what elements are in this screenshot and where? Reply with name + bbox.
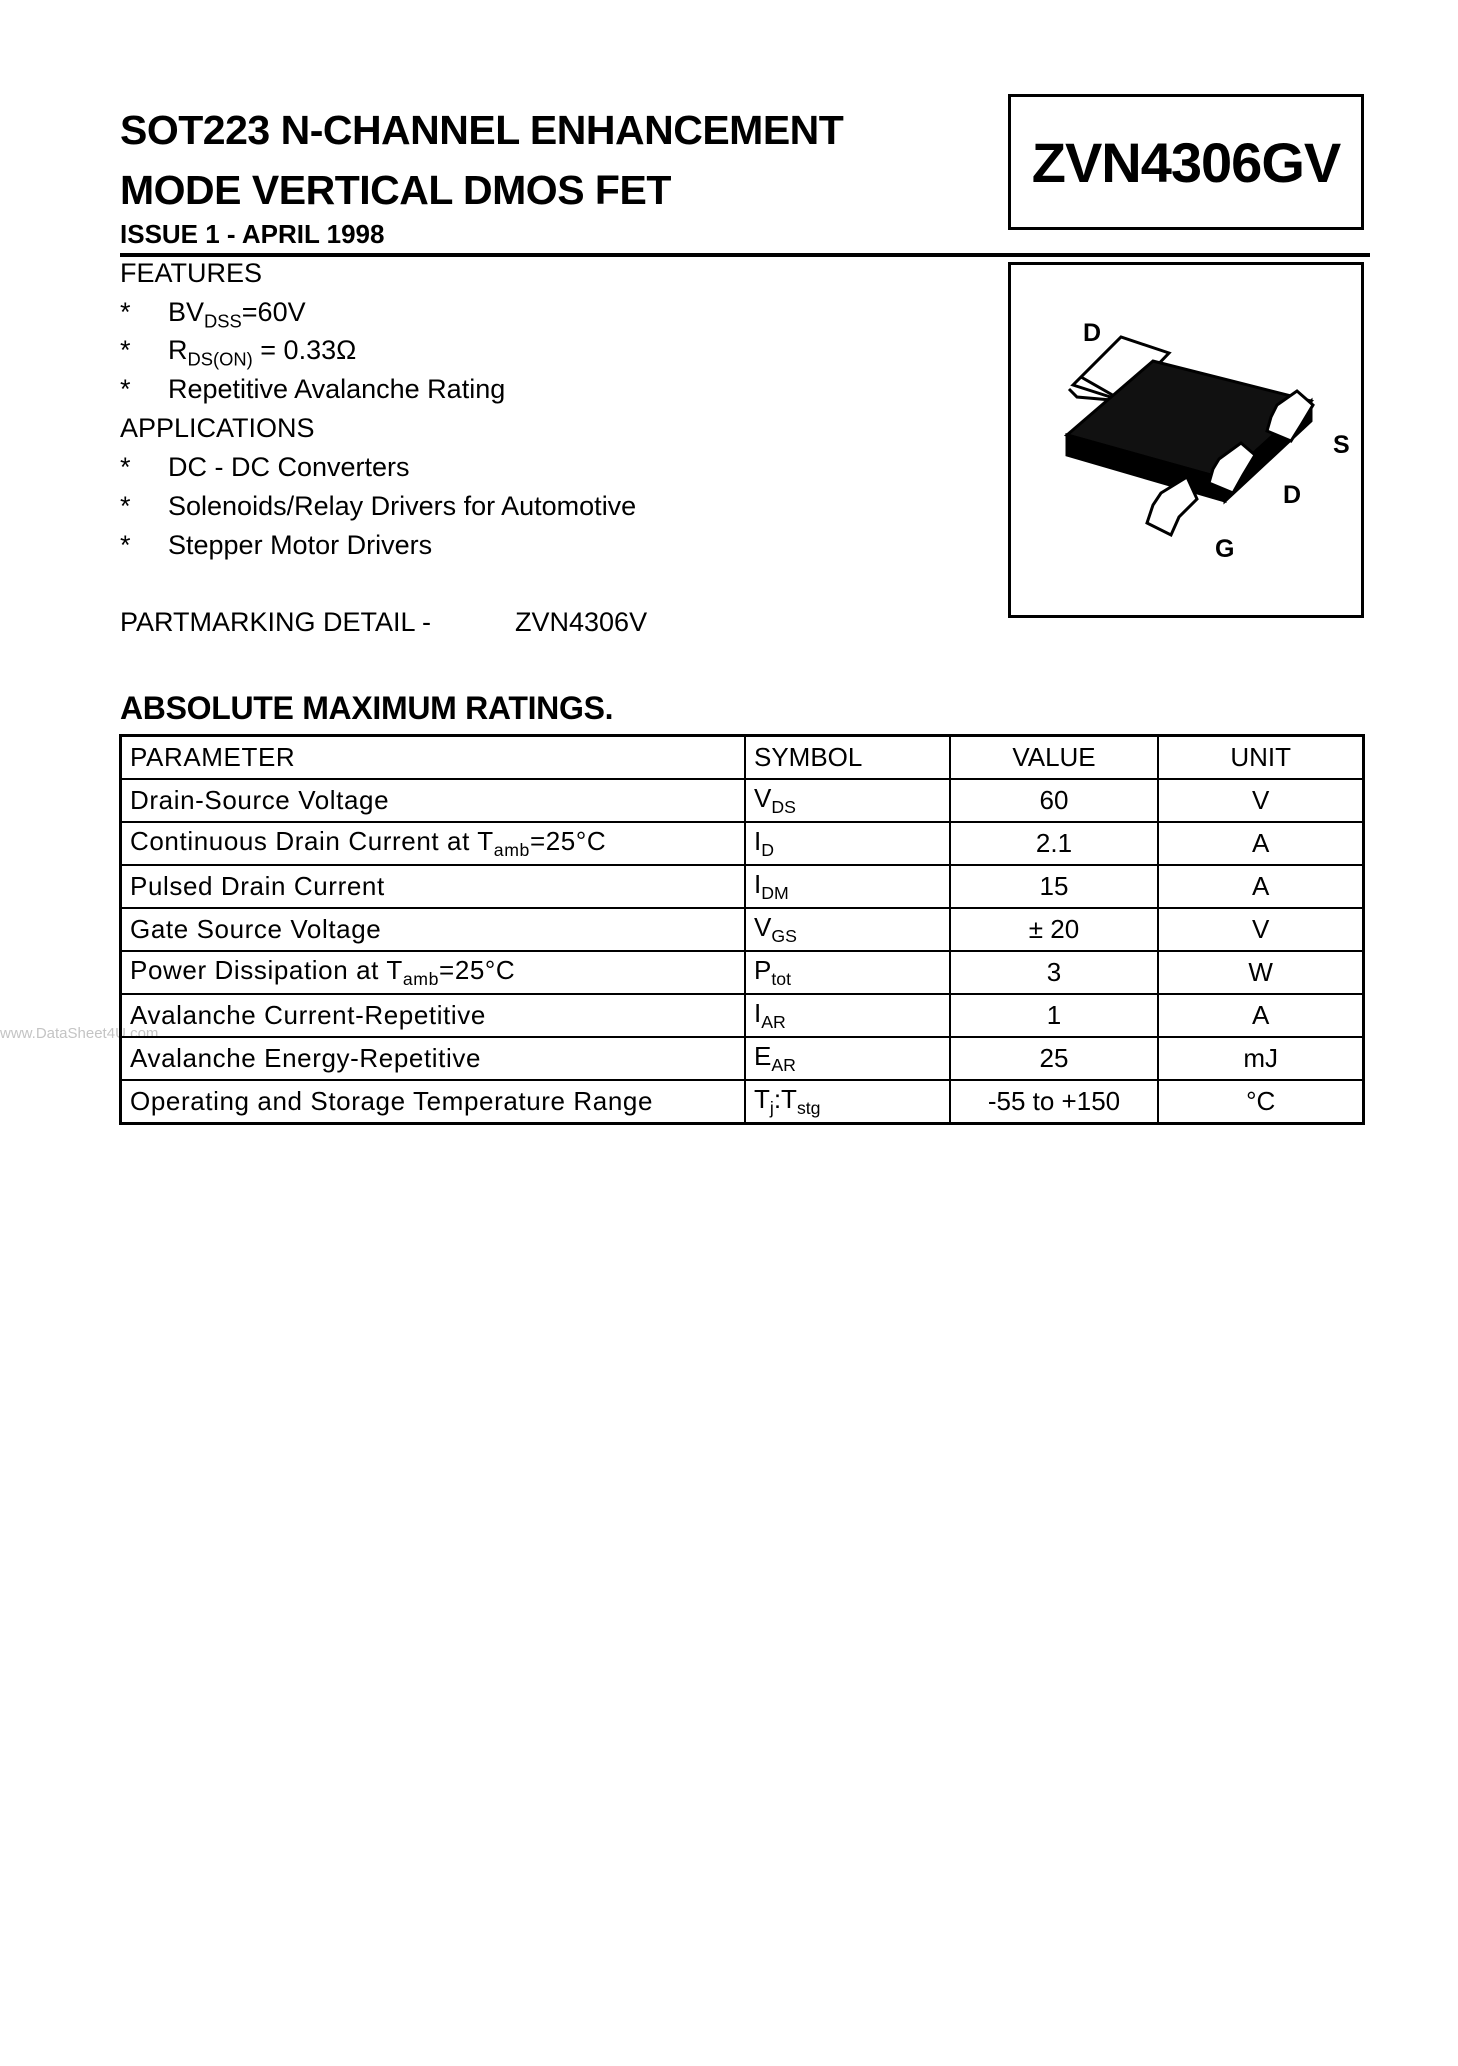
pin-label-gate: G <box>1215 535 1235 563</box>
feature-item: * $BV_{DSS}=60V$ <box>120 297 306 332</box>
table-row <box>121 951 1364 994</box>
title-line-2: MODE VERTICAL DMOS FET <box>120 167 671 213</box>
unit-cell: V <box>1158 908 1363 951</box>
ratings-table <box>119 734 1365 1125</box>
table-row <box>121 994 1364 1037</box>
value-cell: -55 to +150 <box>950 1080 1159 1124</box>
partmarking-detail <box>120 607 648 638</box>
symbol-cell: $I_{DM}$ <box>745 865 950 908</box>
pin-label-drain: D <box>1283 481 1302 509</box>
sot223-package-icon <box>1011 265 1361 615</box>
table-header-row <box>121 736 1364 780</box>
value-cell: 60 <box>950 779 1159 822</box>
symbol-cell: $I_D$ <box>745 822 950 865</box>
value-cell: ± 20 <box>950 908 1159 951</box>
ratings-heading: ABSOLUTE MAXIMUM RATINGS. <box>120 690 614 726</box>
table-row <box>121 1080 1364 1124</box>
package-diagram <box>1008 262 1364 618</box>
parameter-cell: Drain-Source Voltage <box>121 779 746 822</box>
application-item: * Solenoids/Relay Drivers for Automotive <box>120 491 637 521</box>
parameter-cell: Pulsed Drain Current <box>121 865 746 908</box>
unit-cell: A <box>1158 822 1363 865</box>
unit-cell: mJ <box>1158 1037 1363 1080</box>
parameter-cell: Operating and Storage Temperature Range <box>121 1080 746 1124</box>
table-row <box>121 1037 1364 1080</box>
part-number: ZVN4306GV <box>1031 130 1341 194</box>
symbol-cell: $V_{GS}$ <box>745 908 950 951</box>
symbol-cell: $V_{DS}$ <box>745 779 950 822</box>
applications-heading: APPLICATIONS <box>120 413 315 443</box>
table-row <box>121 865 1364 908</box>
feature-item: * $R_{DS(ON)} = 0.33\Omega$ <box>120 335 357 370</box>
table-row <box>121 822 1364 865</box>
symbol-cell: $E_{AR}$ <box>745 1037 950 1080</box>
parameter-cell: Continuous Drain Current at $T_{amb}=25^\circ C$ <box>121 822 746 865</box>
issue-date: ISSUE 1 - APRIL 1998 <box>120 219 385 249</box>
parameter-cell: Avalanche Energy-Repetitive <box>121 1037 746 1080</box>
partmarking-label: PARTMARKING DETAIL - <box>120 607 432 637</box>
features-heading: FEATURES <box>120 258 263 288</box>
watermark: www.DataSheet4U.com <box>0 1025 159 1042</box>
value-cell: 25 <box>950 1037 1159 1080</box>
value-cell: 2.1 <box>950 822 1159 865</box>
unit-cell: °C <box>1158 1080 1363 1124</box>
column-header-unit: UNIT <box>1158 736 1363 780</box>
symbol-cell: $I_{AR}$ <box>745 994 950 1037</box>
header-divider <box>120 253 1370 257</box>
table-row <box>121 908 1364 951</box>
part-number-box <box>1008 94 1364 230</box>
parameter-cell: Avalanche Current-Repetitive <box>121 994 746 1037</box>
symbol-cell: $P_{tot}$ <box>745 951 950 994</box>
column-header-parameter: PARAMETER <box>121 736 746 780</box>
application-item: * Stepper Motor Drivers <box>120 530 433 560</box>
parameter-cell: Power Dissipation at $T_{amb}=25^\circ C$ <box>121 951 746 994</box>
unit-cell: W <box>1158 951 1363 994</box>
partmarking-value: ZVN4306V <box>515 607 648 637</box>
column-header-value: VALUE <box>950 736 1159 780</box>
parameter-cell: Gate Source Voltage <box>121 908 746 951</box>
table-row <box>121 779 1364 822</box>
value-cell: 15 <box>950 865 1159 908</box>
feature-item: * Repetitive Avalanche Rating <box>120 374 506 404</box>
pin-label-source: S <box>1333 431 1350 459</box>
document-title <box>120 100 843 220</box>
column-header-symbol: SYMBOL <box>745 736 950 780</box>
application-item: * DC - DC Converters <box>120 452 410 482</box>
pin-label-tab-drain: D <box>1083 319 1102 347</box>
unit-cell: V <box>1158 779 1363 822</box>
value-cell: 1 <box>950 994 1159 1037</box>
title-line-1: SOT223 N-CHANNEL ENHANCEMENT <box>120 107 844 153</box>
value-cell: 3 <box>950 951 1159 994</box>
unit-cell: A <box>1158 994 1363 1037</box>
symbol-cell: $T_j:T_{stg}$ <box>745 1080 950 1124</box>
unit-cell: A <box>1158 865 1363 908</box>
